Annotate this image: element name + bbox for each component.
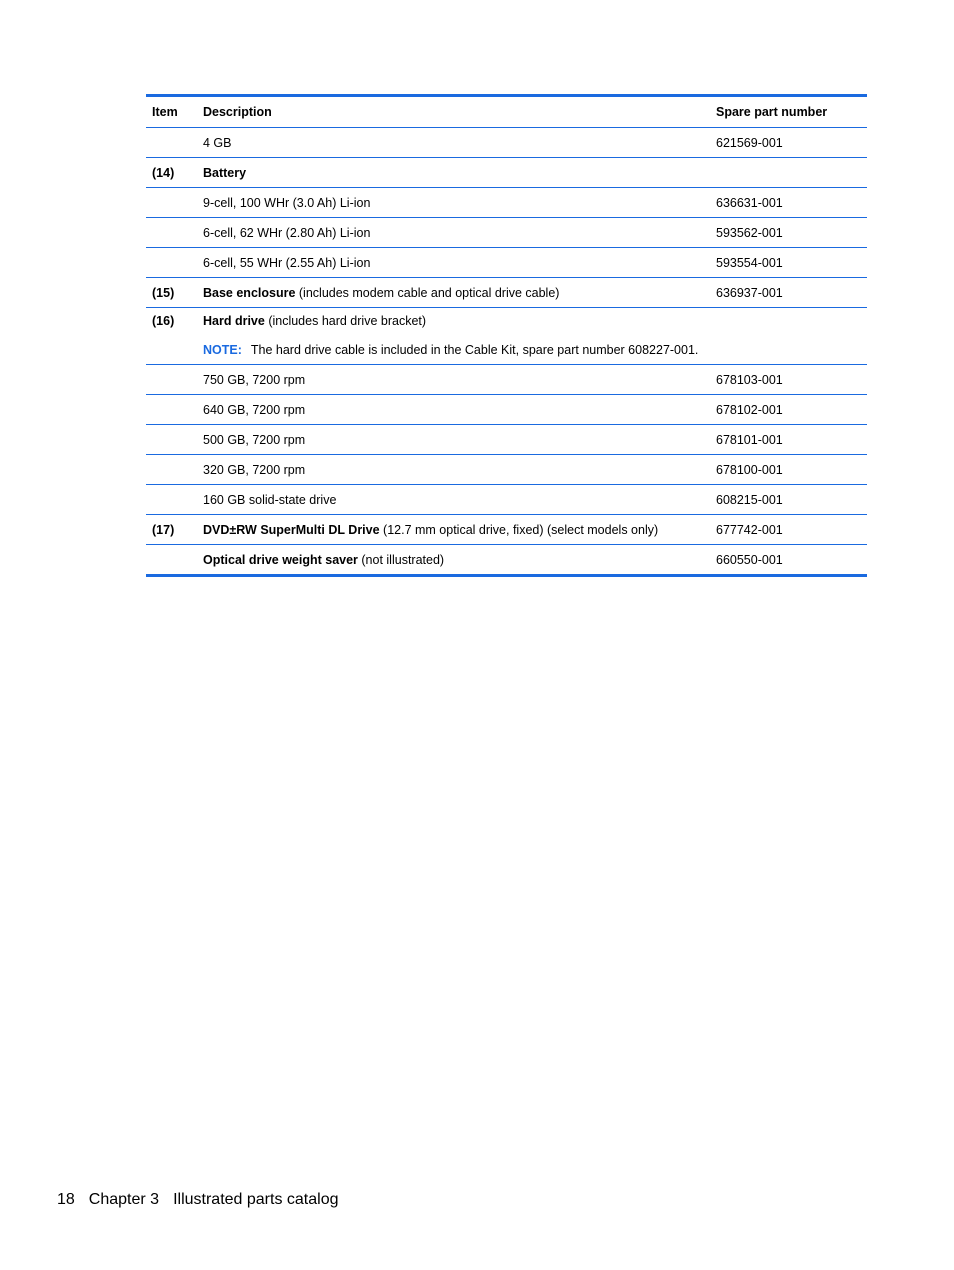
- row-description-text: 640 GB, 7200 rpm: [203, 402, 306, 417]
- table-row: [146, 365, 867, 395]
- row-description-bold: Hard drive: [203, 314, 265, 328]
- row-description-text: 9-cell, 100 WHr (3.0 Ah) Li-ion: [203, 195, 371, 210]
- row-item: (17): [146, 515, 197, 545]
- row-item: [146, 365, 197, 395]
- table-row: [146, 278, 867, 308]
- row-spare-part: [710, 158, 867, 188]
- header-item: Item: [146, 96, 197, 128]
- row-spare-part: 636937-001: [710, 278, 867, 308]
- row-description-text: (includes modem cable and optical drive cable): [295, 285, 560, 300]
- table-row: [146, 395, 867, 425]
- row-spare-part: 621569-001: [710, 128, 867, 158]
- row-item: [146, 395, 197, 425]
- row-spare-part: 593562-001: [710, 218, 867, 248]
- row-description: [197, 515, 710, 545]
- row-spare-part: 678102-001: [710, 395, 867, 425]
- row-description: [197, 485, 710, 515]
- page-number: 18: [57, 1191, 75, 1208]
- row-spare-part: 636631-001: [710, 188, 867, 218]
- row-description-text: 6-cell, 62 WHr (2.80 Ah) Li-ion: [203, 225, 371, 240]
- row-item: [146, 188, 197, 218]
- row-spare-part: [710, 308, 867, 365]
- row-description: [197, 395, 710, 425]
- row-description-text: (not illustrated): [357, 552, 445, 567]
- note-text: The hard drive cable is included in the Cable Kit, spare part number 608227-001.: [250, 343, 699, 357]
- row-item: (15): [146, 278, 197, 308]
- footer-chapter: Chapter 3: [88, 1191, 160, 1208]
- page-footer: [57, 1191, 352, 1209]
- row-description: [197, 425, 710, 455]
- row-item: [146, 425, 197, 455]
- table-header: [146, 96, 867, 128]
- row-item: [146, 218, 197, 248]
- row-description-text: 750 GB, 7200 rpm: [203, 372, 306, 387]
- row-item: [146, 248, 197, 278]
- table-row: [146, 545, 867, 576]
- row-item: [146, 128, 197, 158]
- table-row: [146, 515, 867, 545]
- row-description: [197, 218, 710, 248]
- header-spare-part-number: Spare part number: [710, 96, 867, 128]
- row-description-text: 160 GB solid-state drive: [203, 492, 337, 507]
- row-description-text: (includes hard drive bracket): [264, 314, 427, 328]
- row-description-text: 320 GB, 7200 rpm: [203, 462, 306, 477]
- table-row: [146, 425, 867, 455]
- row-description: [197, 455, 710, 485]
- row-description-text: 4 GB: [203, 135, 232, 150]
- table-row: [146, 248, 867, 278]
- row-spare-part: 678103-001: [710, 365, 867, 395]
- row-description-bold: DVD±RW SuperMulti DL Drive: [203, 522, 380, 537]
- row-description: [197, 128, 710, 158]
- row-description: [197, 248, 710, 278]
- row-spare-part: 593554-001: [710, 248, 867, 278]
- table-row: [146, 188, 867, 218]
- row-description-line: [203, 314, 704, 328]
- row-spare-part: 660550-001: [710, 545, 867, 576]
- row-spare-part: 678100-001: [710, 455, 867, 485]
- row-item: [146, 455, 197, 485]
- table-row: [146, 485, 867, 515]
- row-description-text: 500 GB, 7200 rpm: [203, 432, 306, 447]
- note-label: NOTE:: [203, 343, 242, 357]
- header-description: Description: [197, 96, 710, 128]
- row-description-bold: Battery: [203, 165, 247, 180]
- row-item: [146, 485, 197, 515]
- row-description: [197, 188, 710, 218]
- header-row: [146, 96, 867, 128]
- row-spare-part: 608215-001: [710, 485, 867, 515]
- row-description-text: 6-cell, 55 WHr (2.55 Ah) Li-ion: [203, 255, 371, 270]
- row-spare-part: 677742-001: [710, 515, 867, 545]
- row-item: [146, 545, 197, 576]
- row-description: [197, 365, 710, 395]
- table-body: [146, 128, 867, 576]
- note: [203, 343, 704, 364]
- table-row: [146, 158, 867, 188]
- row-description: [197, 545, 710, 576]
- row-description: [197, 158, 710, 188]
- row-description-bold: Base enclosure: [203, 285, 296, 300]
- row-spare-part: 678101-001: [710, 425, 867, 455]
- row-description-bold: Optical drive weight saver: [203, 552, 358, 567]
- table-row: [146, 128, 867, 158]
- row-description: [197, 278, 710, 308]
- row-item: (16): [146, 308, 197, 365]
- table-row: [146, 218, 867, 248]
- table-row: [146, 455, 867, 485]
- spare-parts-table: [146, 94, 867, 577]
- row-description-text: (12.7 mm optical drive, fixed) (select models only): [379, 522, 659, 537]
- row-description: [197, 308, 710, 365]
- footer-title: Illustrated parts catalog: [173, 1191, 339, 1208]
- row-item: (14): [146, 158, 197, 188]
- table-row: [146, 308, 867, 365]
